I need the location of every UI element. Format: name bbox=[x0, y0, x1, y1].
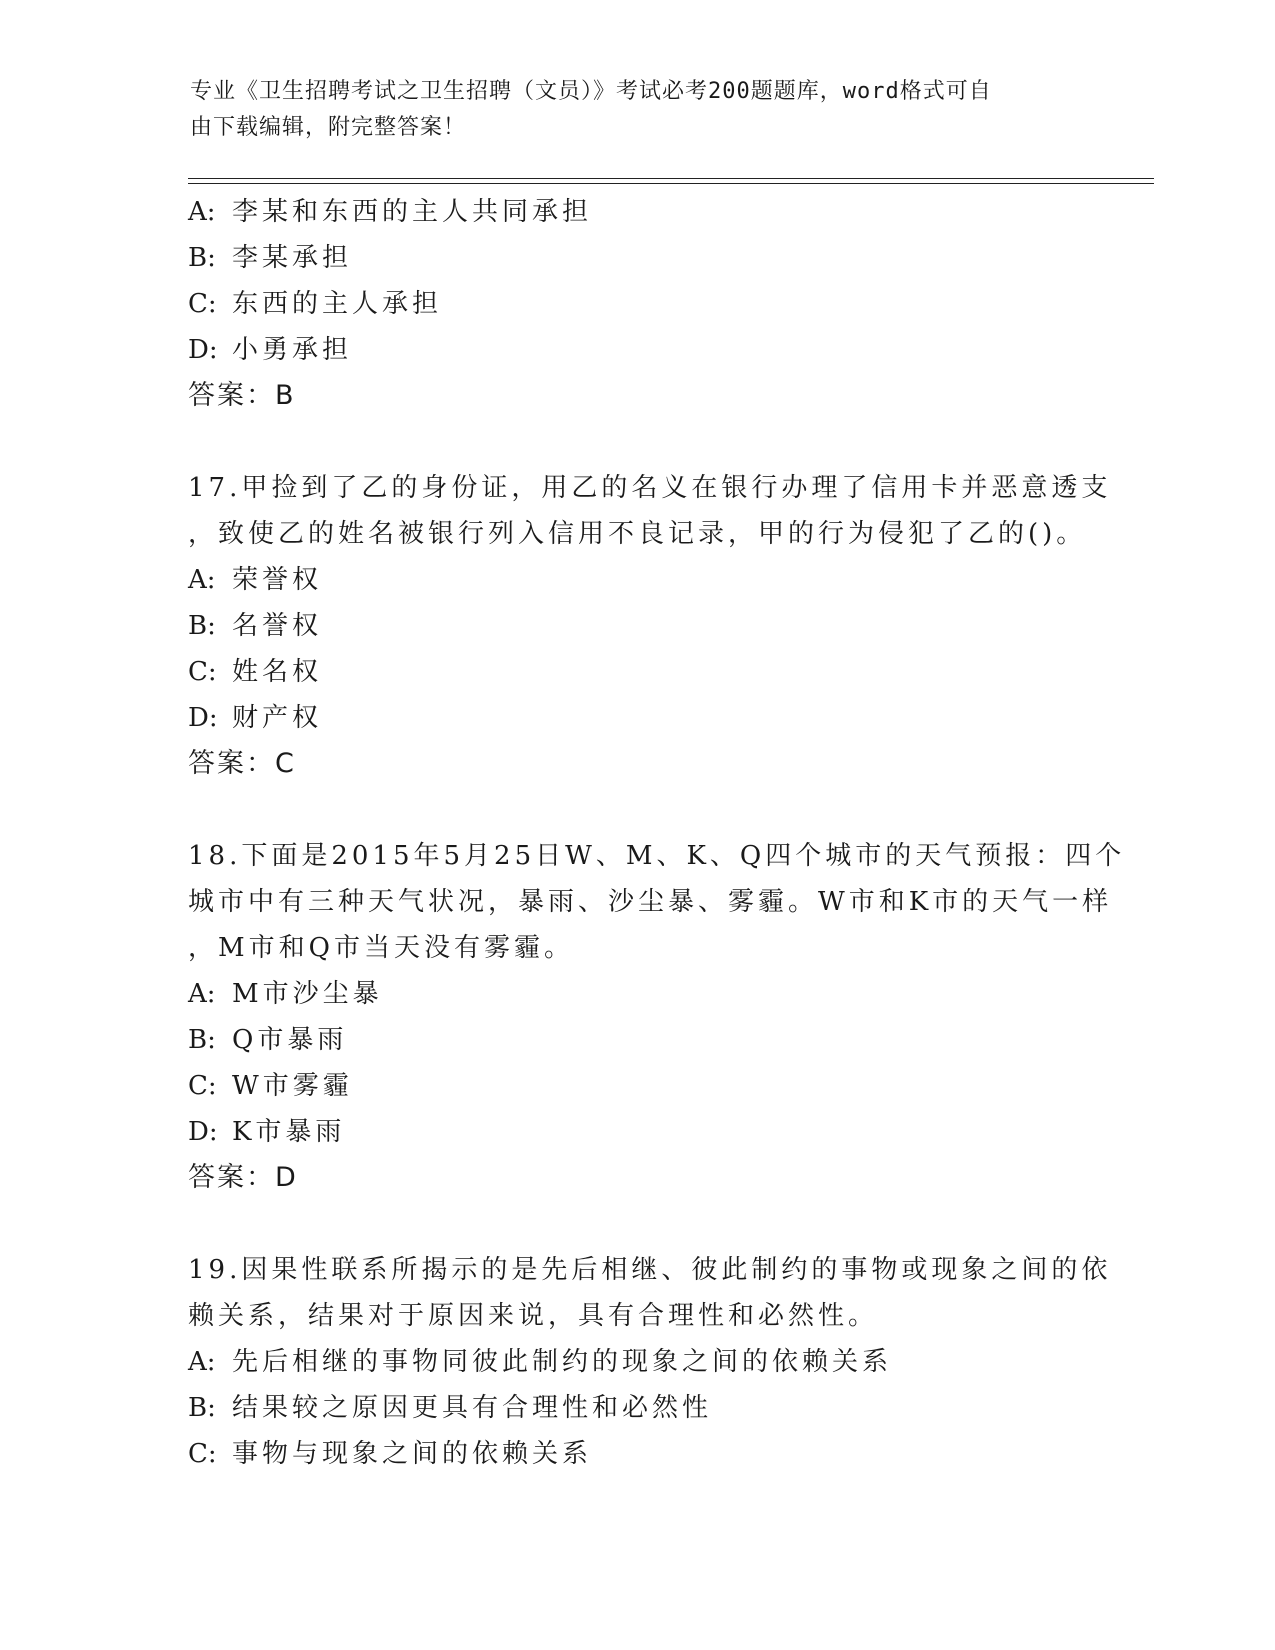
spacer bbox=[188, 787, 1088, 833]
answer-line: 答案：D bbox=[188, 1162, 298, 1193]
option-label: C: bbox=[188, 1439, 217, 1469]
question-stem-line: 17.甲捡到了乙的身份证，用乙的名义在银行办理了信用卡并恶意透支 bbox=[188, 473, 1112, 503]
answer-line: 答案：C bbox=[188, 748, 296, 779]
question-stem-line: ，M市和Q市当天没有雾霾。 bbox=[188, 933, 574, 963]
spacer bbox=[188, 419, 1088, 465]
option-text: 姓名权 bbox=[232, 657, 323, 687]
header-line-1: 专业《卫生招聘考试之卫生招聘（文员）》考试必考200题题库，word格式可自 bbox=[190, 79, 992, 104]
question-stem-line: ，致使乙的姓名被银行列入信用不良记录，甲的行为侵犯了乙的()。 bbox=[188, 519, 1087, 549]
option-a bbox=[188, 557, 1088, 603]
question-18 bbox=[188, 833, 1126, 1201]
option-text: 李某和东西的主人共同承担 bbox=[232, 197, 593, 227]
option-text: 李某承担 bbox=[232, 243, 353, 273]
option-a bbox=[188, 1339, 1088, 1385]
option-label: B: bbox=[188, 611, 216, 641]
option-text: 财产权 bbox=[232, 703, 323, 733]
option-text: 东西的主人承担 bbox=[232, 289, 443, 319]
option-d bbox=[188, 695, 1088, 741]
question-16 bbox=[188, 189, 1088, 419]
option-label: D: bbox=[188, 335, 218, 365]
option-label: B: bbox=[188, 1025, 216, 1055]
option-c bbox=[188, 1431, 1088, 1477]
question-stem-line: 18.下面是2015年5月25日W、M、K、Q四个城市的天气预报：四个 bbox=[188, 841, 1126, 871]
question-17 bbox=[188, 465, 1112, 787]
option-text: 事物与现象之间的依赖关系 bbox=[232, 1439, 593, 1469]
header-divider-top bbox=[188, 178, 1154, 179]
option-label: C: bbox=[188, 289, 217, 319]
question-stem-line: 19.因果性联系所揭示的是先后相继、彼此制约的事物或现象之间的依 bbox=[188, 1255, 1112, 1285]
question-list bbox=[188, 189, 1126, 1477]
option-text: W市雾霾 bbox=[232, 1071, 353, 1101]
option-label: C: bbox=[188, 1071, 217, 1101]
option-a bbox=[188, 189, 1088, 235]
option-label: D: bbox=[188, 703, 218, 733]
option-label: A: bbox=[188, 565, 216, 595]
option-label: C: bbox=[188, 657, 217, 687]
option-text: Q市暴雨 bbox=[232, 1025, 348, 1055]
option-b bbox=[188, 1017, 1088, 1063]
option-d bbox=[188, 1109, 1088, 1155]
question-stem-line: 赖关系，结果对于原因来说，具有合理性和必然性。 bbox=[188, 1301, 879, 1331]
option-b bbox=[188, 1385, 1088, 1431]
question-19 bbox=[188, 1247, 1112, 1477]
option-b bbox=[188, 603, 1088, 649]
option-text: 荣誉权 bbox=[232, 565, 323, 595]
spacer bbox=[188, 1201, 1088, 1247]
header-divider-bottom bbox=[188, 183, 1154, 184]
document-header bbox=[190, 74, 1080, 146]
option-label: A: bbox=[188, 979, 216, 1009]
option-a bbox=[188, 971, 1088, 1017]
option-text: 名誉权 bbox=[232, 611, 323, 641]
option-label: B: bbox=[188, 1393, 216, 1423]
option-text: 小勇承担 bbox=[232, 335, 353, 365]
option-text: 结果较之原因更具有合理性和必然性 bbox=[232, 1393, 713, 1423]
question-stem-line: 城市中有三种天气状况，暴雨、沙尘暴、雾霾。W市和K市的天气一样 bbox=[188, 887, 1113, 917]
option-d bbox=[188, 327, 1088, 373]
option-label: A: bbox=[188, 197, 216, 227]
option-c bbox=[188, 649, 1088, 695]
option-c bbox=[188, 281, 1088, 327]
option-c bbox=[188, 1063, 1088, 1109]
header-line-2: 由下载编辑，附完整答案！ bbox=[190, 115, 467, 140]
option-text: 先后相继的事物同彼此制约的现象之间的依赖关系 bbox=[232, 1347, 893, 1377]
answer-line: 答案：B bbox=[188, 380, 296, 411]
option-text: M市沙尘暴 bbox=[232, 979, 383, 1009]
option-b bbox=[188, 235, 1088, 281]
option-label: D: bbox=[188, 1117, 218, 1147]
option-label: A: bbox=[188, 1347, 216, 1377]
option-label: B: bbox=[188, 243, 216, 273]
option-text: K市暴雨 bbox=[232, 1117, 346, 1147]
